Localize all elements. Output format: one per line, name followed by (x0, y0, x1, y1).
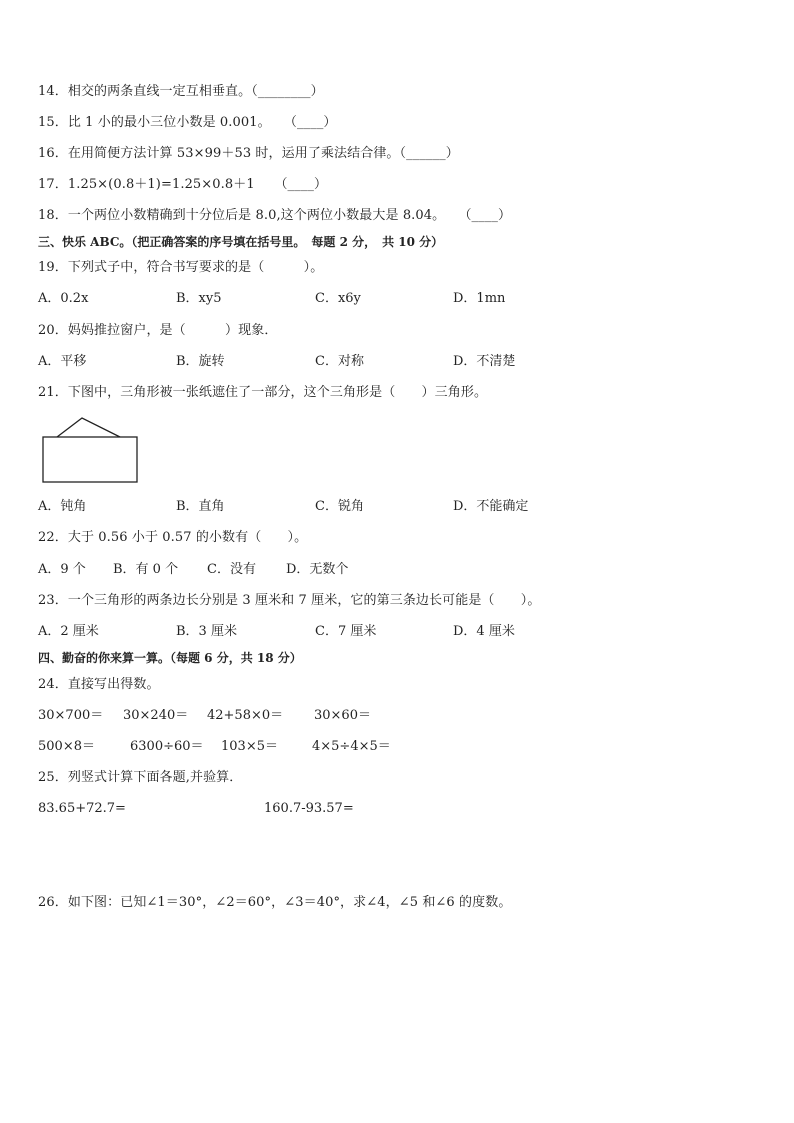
option-d: D．4 厘米 (453, 624, 515, 639)
calc-item: 30×60＝ (314, 708, 371, 723)
option-b: B．3 厘米 (176, 624, 237, 639)
question-20-options (0, 354, 794, 370)
question-24-stem: 24．直接写出得数。 (38, 677, 160, 692)
question-19-stem: 19．下列式子中，符合书写要求的是（ ）。 (38, 260, 324, 275)
question-17: 17．1.25×(0.8＋1)=1.25×0.8＋1 （____） (38, 177, 328, 192)
question-25-items (0, 801, 794, 817)
option-d: D．不能确定 (453, 499, 529, 514)
option-b: B．旋转 (176, 354, 225, 369)
option-d: D．无数个 (286, 562, 349, 577)
option-a: A．2 厘米 (38, 624, 99, 639)
question-14: 14．相交的两条直线一定互相垂直。（________） (38, 84, 324, 99)
option-b: B．xy5 (176, 291, 222, 306)
question-18: 18．一个两位小数精确到十分位后是 8.0,这个两位小数最大是 8.04。 （____） (38, 208, 512, 223)
question-23-stem: 23．一个三角形的两条边长分别是 3 厘米和 7 厘米，它的第三条边长可能是（ ）。 (38, 593, 541, 608)
option-d: D．不清楚 (453, 354, 516, 369)
question-20-stem: 20．妈妈推拉窗户，是（ ）现象． (38, 323, 278, 338)
option-c: C．对称 (315, 354, 364, 369)
vertical-calc-item: 83.65+72.7= (38, 801, 126, 816)
question-26-stem: 26．如下图：已知∠1＝30°，∠2＝60°，∠3＝40°，求∠4，∠5 和∠6 的度数。 (38, 895, 512, 910)
option-c: C．没有 (207, 562, 256, 577)
triangle-top-edges (57, 418, 120, 437)
covering-paper-rectangle (43, 437, 137, 482)
calc-item: 500×8＝ (38, 739, 95, 754)
option-a: A．平移 (38, 354, 87, 369)
calc-item: 30×240＝ (123, 708, 189, 723)
option-c: C．锐角 (315, 499, 364, 514)
question-22-options (0, 562, 794, 578)
question-23-options (0, 624, 794, 640)
calc-item: 42+58×0＝ (207, 708, 284, 723)
question-24-row-1 (0, 708, 794, 724)
calc-item: 30×700＝ (38, 708, 104, 723)
question-21-stem: 21．下图中，三角形被一张纸遮住了一部分，这个三角形是（ ）三角形。 (38, 385, 488, 400)
option-a: A．钝角 (38, 499, 87, 514)
question-22-stem: 22．大于 0.56 小于 0.57 的小数有（ ）。 (38, 530, 308, 545)
option-b: B．直角 (176, 499, 225, 514)
question-24-row-2 (0, 739, 794, 755)
question-25-stem: 25．列竖式计算下面各题,并验算． (38, 770, 243, 785)
section-4-title: 四、勤奋的你来算一算。（每题 6 分，共 18 分） (38, 651, 302, 665)
option-c: C．7 厘米 (315, 624, 377, 639)
question-21-options (0, 499, 794, 515)
calc-item: 4×5÷4×5＝ (312, 739, 391, 754)
section-3-title: 三、快乐 ABC。（把正确答案的序号填在括号里。 每题 2 分， 共 10 分） (38, 235, 444, 249)
option-c: C．x6y (315, 291, 361, 306)
calc-item: 6300÷60＝ (130, 739, 204, 754)
question-19-options (0, 291, 794, 307)
question-15: 15．比 1 小的最小三位小数是 0.001。 （____） (38, 115, 337, 130)
covered-triangle-figure (38, 414, 142, 484)
option-b: B．有 0 个 (113, 562, 179, 577)
calc-item: 103×5＝ (221, 739, 278, 754)
vertical-calc-item: 160.7-93.57= (264, 801, 354, 816)
option-a: A．0.2x (38, 291, 89, 306)
option-a: A．9 个 (38, 562, 86, 577)
question-16: 16．在用简便方法计算 53×99＋53 时，运用了乘法结合律。（______） (38, 146, 459, 161)
option-d: D．1mn (453, 291, 506, 306)
